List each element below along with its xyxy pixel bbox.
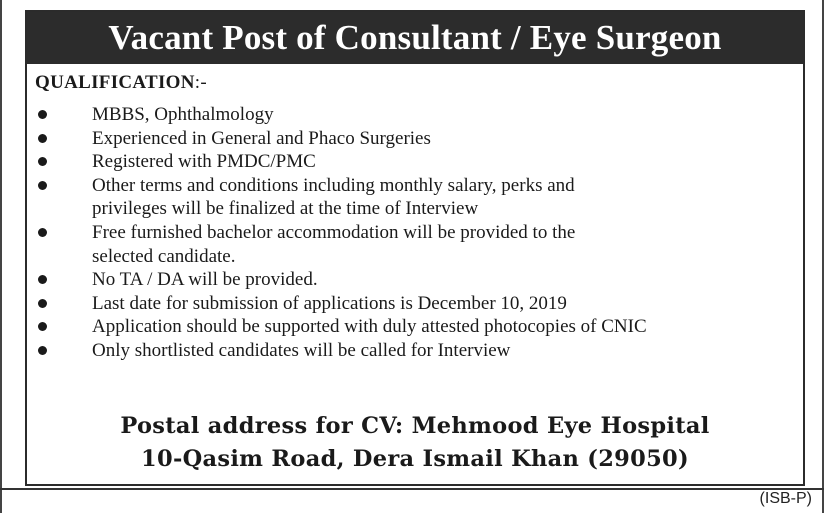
postal-address-line-1: Postal address for CV: Mehmood Eye Hospital [120, 413, 710, 439]
list-item-text: Registered with PMDC/PMC [92, 151, 316, 173]
qualification-heading [35, 72, 207, 94]
list-item-text: Experienced in General and Phaco Surgeries [92, 127, 431, 149]
postal-address-line-2: 10-Qasim Road, Dera Ismail Khan (29050) [141, 446, 689, 472]
bullet-icon [38, 275, 47, 284]
list-item [27, 103, 803, 127]
list-item-text: MBBS, Ophthalmology [92, 104, 274, 125]
bullet-icon [38, 228, 47, 237]
list-item [27, 339, 803, 363]
bullet-icon [38, 134, 47, 143]
advert-title: Vacant Post of Consultant / Eye Surgeon [108, 18, 722, 57]
list-item-text: Application should be supported with duly attested photocopies of CNIC [92, 316, 647, 338]
bottom-divider [0, 488, 824, 490]
list-item-text: Only shortlisted candidates will be called for Interview [92, 339, 511, 361]
job-advertisement [25, 10, 805, 486]
list-item [27, 315, 803, 339]
list-item-text: Free furnished bachelor accommodation will be provided to the selected candidate. [92, 221, 576, 267]
list-item [27, 174, 803, 221]
bullet-icon [38, 299, 47, 308]
reference-code: (ISB-P) [759, 490, 812, 507]
list-item [27, 221, 803, 268]
list-item-text: Other terms and conditions including monthly salary, perks and privileges will be finalized at the time of Interview [92, 174, 575, 220]
list-item [27, 150, 803, 174]
list-item [27, 268, 803, 292]
bullet-icon [38, 322, 47, 331]
bullet-icon [38, 110, 47, 119]
list-item-text: No TA / DA will be provided. [92, 269, 318, 291]
title-banner [27, 12, 803, 64]
bullet-icon [38, 157, 47, 166]
list-item [27, 127, 803, 151]
postal-address [27, 410, 803, 476]
bullet-icon [38, 346, 47, 355]
bullet-icon [38, 181, 47, 190]
list-item [27, 292, 803, 316]
list-item-text: Last date for submission of applications is December 10, 2019 [92, 292, 567, 314]
qualification-heading-label: QUALIFICATION [35, 72, 195, 93]
qualification-heading-suffix: :- [194, 72, 208, 93]
qualification-list [27, 103, 803, 363]
